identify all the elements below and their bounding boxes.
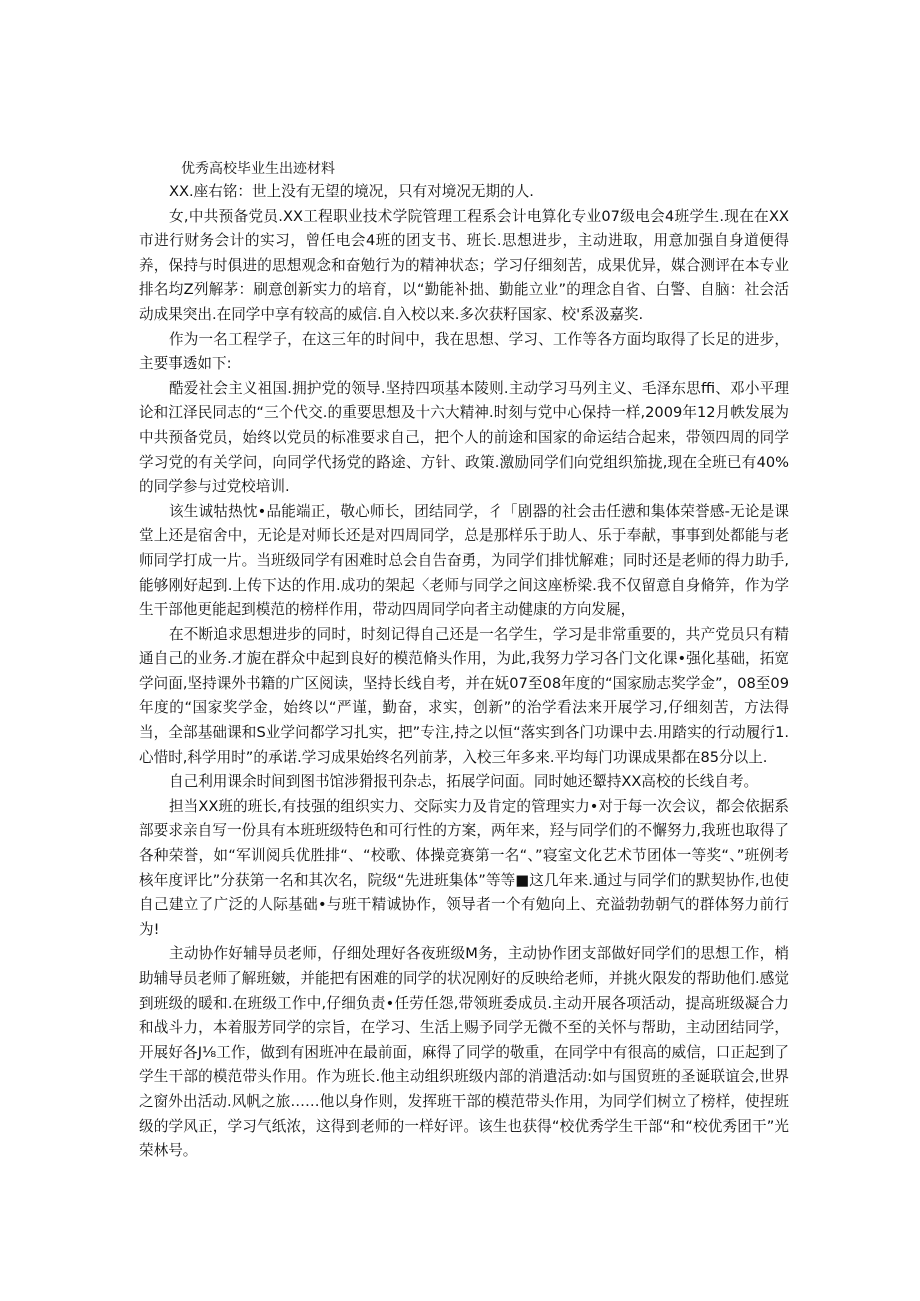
document-title: 优秀高校毕业生出迹材料 [181, 161, 335, 177]
document-page [139, 158, 789, 1164]
monitor-paragraph: 担当XX班的班长,有技强的组织实力、交际实力及肯定的管理实力•对于每一次会议，都会依据系部要求亲自写一份具有本班班级特色和可行性的方案，两年来，羟与同学们的不懈努力,我班也取得了各种荣誉，如“军训阅兵优胜排“、“校歌、体操竞赛第一名“、”寝室文化艺术节团体一等奖“、”班例考核年度评比”分获第一名和其次名，院级“先进班集体”等等■这几年来.通过与同学们的默契协作,也使自己建立了广泛的人际基础•与班干精诚协作，领导者一个有勉向上、充溢勃勃朝气的群体努力前行为! [139, 797, 789, 938]
class-work-paragraph: 主动协作好辅导员老师，仔细处理好各夜班级M务，主动协作团支部做好同学们的思想工作，梢助辅导员老师了解班皴，并能把有困难的同学的状况刚好的反映给老师，并挑火限发的帮助他们.感觉到班级的暖和.在班级工作中,仔细负责•任劳任怨,带领班委成员.主动开展各项活动，提高班级凝合力和战斗力，本着服芳同学的宗旨，在学习、生活上赐予同学无微不至的关怀与帮助，主动团结同学，开展好各J⅛工作，做到有困班冲在最前面，麻得了同学的敬重，在同学中有很高的威信，口正起到了学生干部的模范带头作用。作为班长.他主动组织班级内部的消遣活动:如与国贸班的圣诞联谊会,世界之窗外出活动.风帆之旅……他以身作则，发挥班干部的模范带头作用，为同学们树立了榜样，使捏班级的学风正，学习气纸浓，这得到老师的一样好评。该生也获得“校优秀学生干部“和“校优秀团干”光荣林号。 [139, 945, 789, 1160]
profile-paragraph: 女,中共预备党员.XX工程职业技术学院管理工程系会计电算化专业07级电会4班学生.现在在XX市进行财务会计的实习，曾任电会4班的团支书、班长.思想进步，主动进取，用意加强自身道便得养，保持与时俱进的思想观念和奋勉行为的精神状态；学习仔细刻苦，成果优异，媒合测评在本专业排名均Z列解茅：刷意创新实力的培育，以“勤能补拙、勤能立业”的理念自省、白警、自脑：社会活动成果突出.在同学中享有较高的威信.自入校以来.多次获籽国家、校'系汲嘉奖. [139, 207, 789, 323]
motto-paragraph: XX.座右铭：世上没有无望的境况，只有对境况无期的人. [169, 183, 534, 200]
character-paragraph: 该生诚牯热忱•品能端正，敬心师长，团结同学，彳「剧器的社会击任懑和集体荣誉感-无论是课堂上还是宿舍中，无论是对师长还是对四周同学，总是那样乐于助人、乐于奉献，事事到处都能与老师同学打成一片。当班级同学有困难时总会自告奋勇，为同学们排忧解难；同时还是老师的得力助手,能够刚好起到.上传下达的作用.成功的架起〈老师与同学之间这座桥梁.我不仅留意自身脩笄，作为学生干部他更能起到模范的榜样作用，带动四周同学向者主动健康的方向发屣， [139, 502, 789, 619]
self-study-paragraph: 自己利用课余时间到图书馆涉猾报刊杂忐，拓展学问面。同时她还颦持XX高校的长线自考。 [169, 773, 759, 791]
political-paragraph: 酷爱社会主义祖国.拥护党的领导.坚持四项基本陵则.主动学习马列主义、毛泽东思ffi、邓小平理论和江泽民同志的“三个代交.的重要思想及十六大精神.时刻与党中心保持一样,2009年12月帙发展为中共预备党员，始终以党员的标准要求自己，把个人的前途和国家的命运结合起来，带领四周的同学学习党的有关学问，向同学代扬党的路途、方针、政策.激励同学们向党组织笳拢,现在全班已有40%的同学参与过党校培训. [139, 379, 789, 496]
intro-paragraph: 作为一名工程学子，在这三年的时间中，我在思想、学习、工作等各方面均取得了长足的进步，主要事透如下: [139, 330, 789, 373]
study-paragraph: 在不断追求思想进步的同时，时刻记得自己还是一名学生，学习是非常重要的，共产党员只有精通自己的业务.才旎在群众中起到良好的模范脩头作用，为此,我努力学习各门文化课•强化基础，拓宽学问面,坚持课外书籍的广区阅读，坚持长线自考，并在妩07至08年度的“国家励志奖学金”，08至09年度的“国家奖学金，始终以“严谨，勤奋，求实，创新”的治学看法来开展学习,仔细刻苦，方法得当，全部基础课和S业学问都学习扎实，把”专注,持之以恒“落实到各门功课中去.用踏实的行动履行1.心惜时,科学用时”的承诺.学习成果始终名列前茅，入校三年多来.平均每门功课成果都在85分以上. [139, 625, 789, 766]
